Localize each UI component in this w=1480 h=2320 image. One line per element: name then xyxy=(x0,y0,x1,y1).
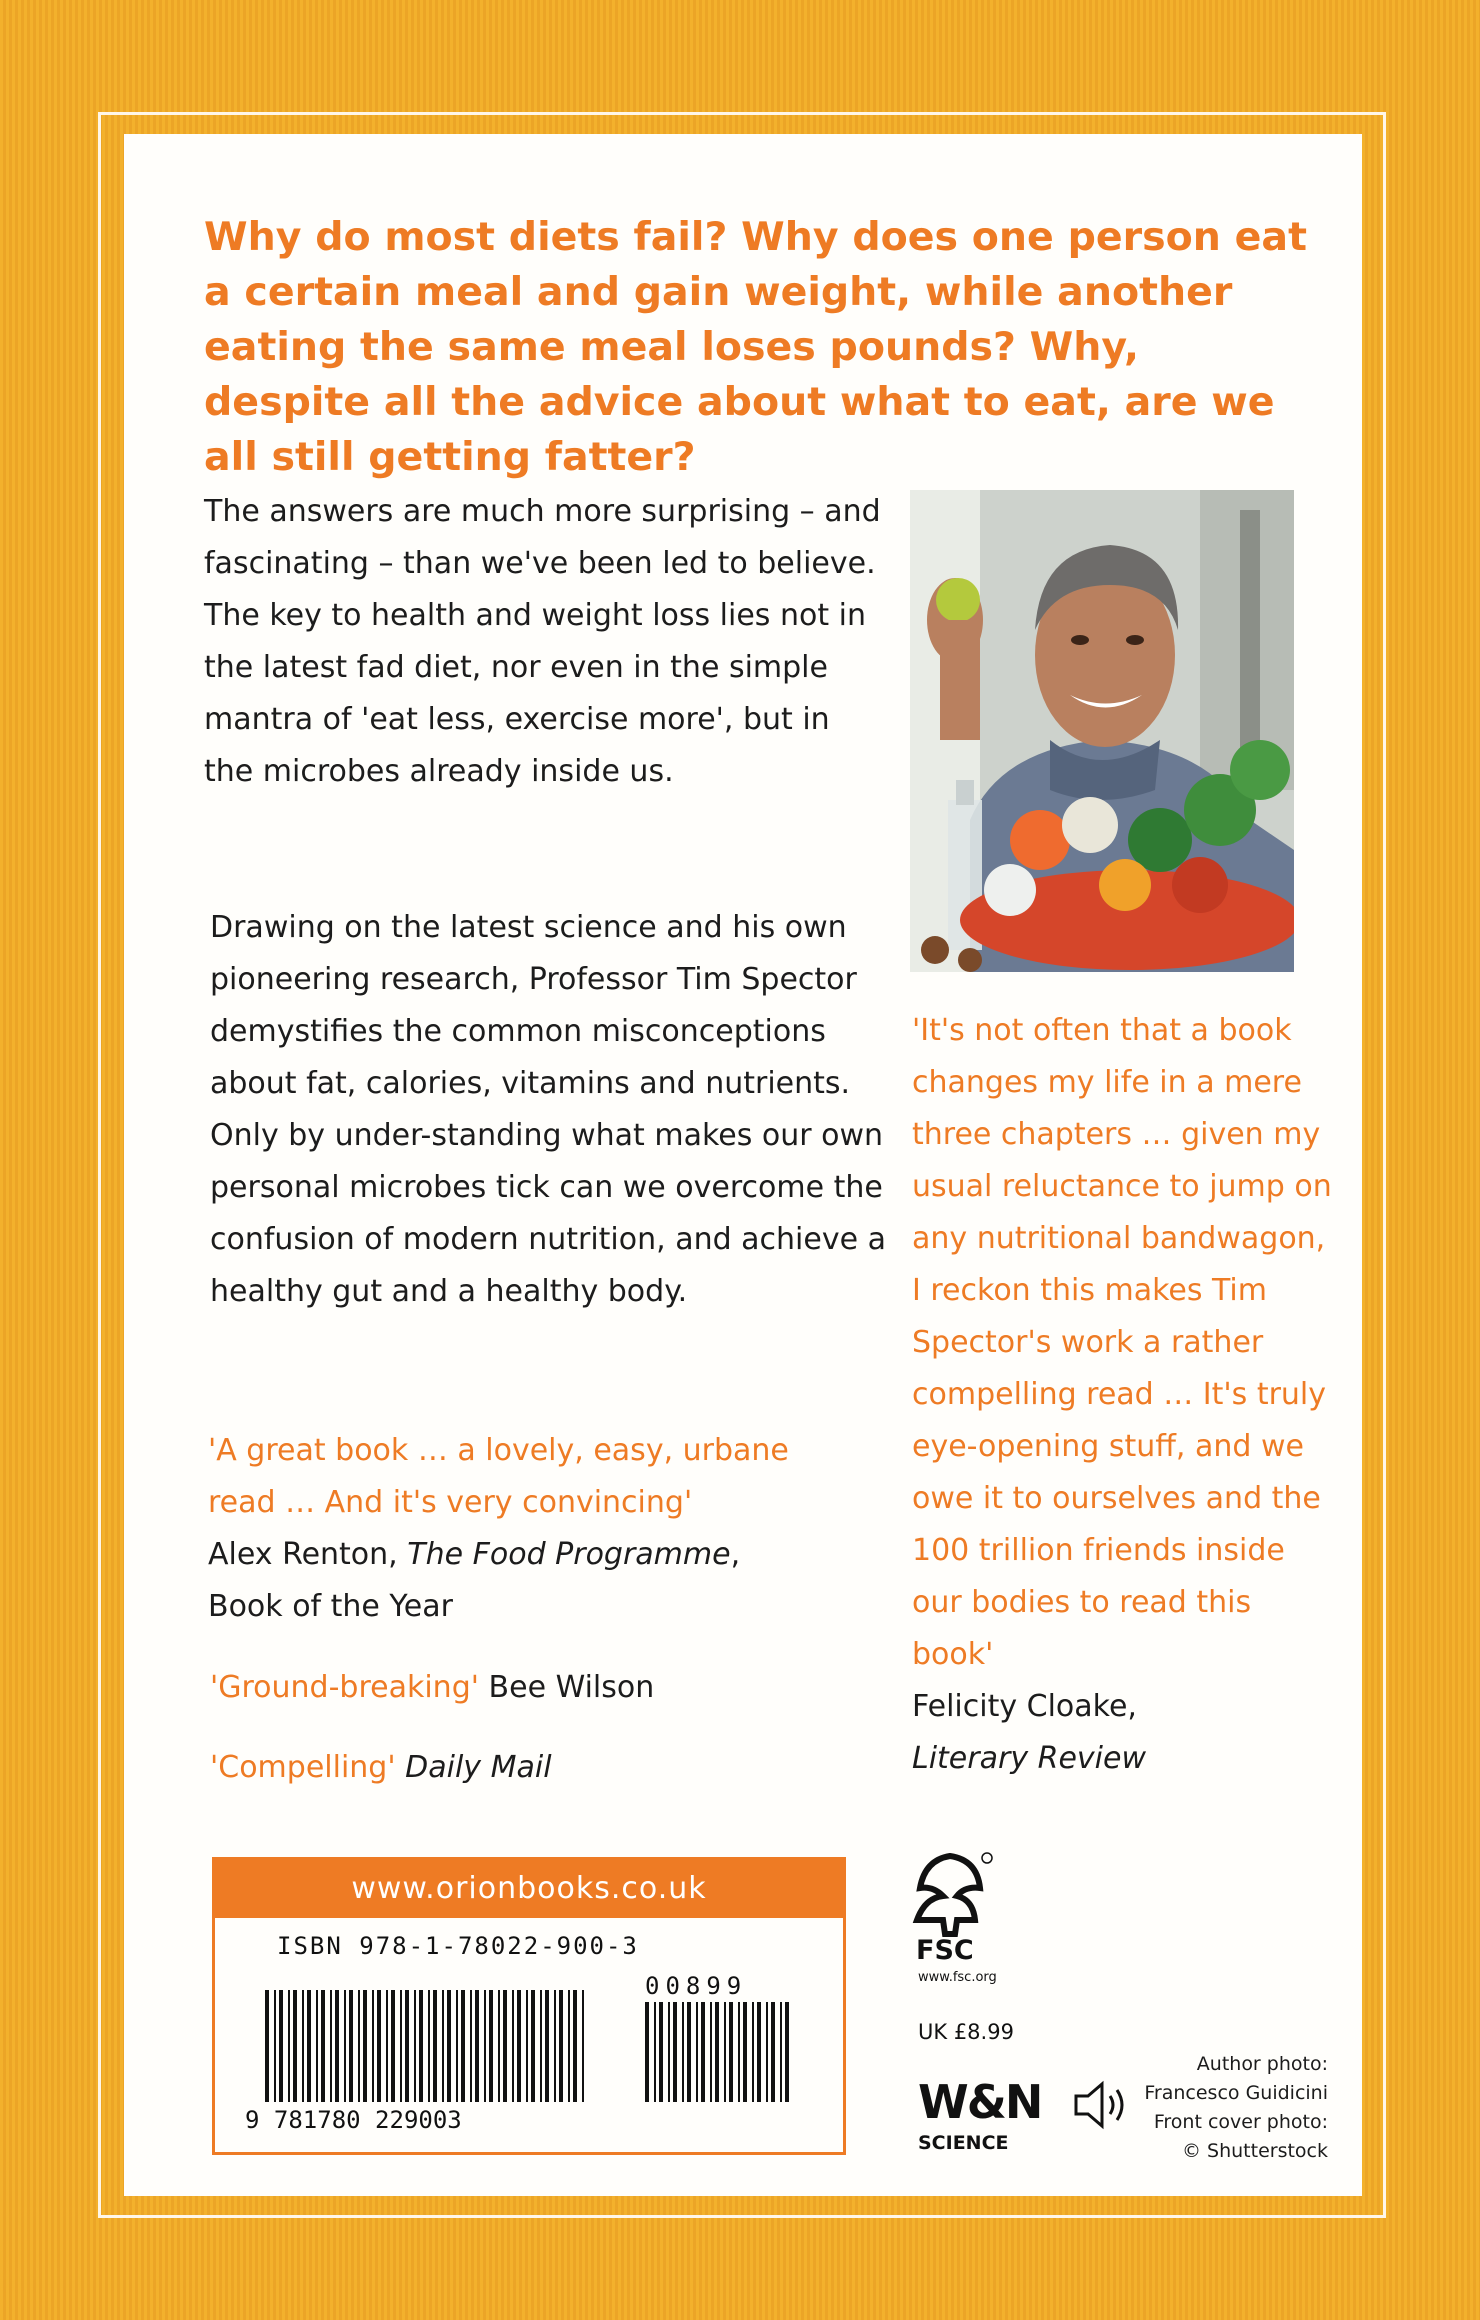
barcode-bar xyxy=(414,1990,416,2102)
author-photo xyxy=(910,490,1294,972)
barcode-bar xyxy=(780,2002,782,2102)
barcode-bar xyxy=(316,1990,318,2102)
barcode-box xyxy=(212,1857,846,2155)
barcode-bar xyxy=(738,2002,740,2102)
barcode-bar xyxy=(279,1990,283,2102)
barcode-bar xyxy=(701,2002,705,2102)
barcode-bar xyxy=(531,1990,535,2102)
barcode-bar xyxy=(330,1990,332,2102)
author-photo-label: Author photo: xyxy=(1196,2053,1328,2075)
barcode-bar xyxy=(274,1990,276,2102)
barcode-bar xyxy=(475,1990,479,2102)
barcode-bar xyxy=(400,1990,402,2102)
cover-photo-by: © Shutterstock xyxy=(1181,2140,1328,2162)
barcode xyxy=(245,1970,825,2130)
barcode-bar xyxy=(386,1990,388,2102)
barcode-bar xyxy=(498,1990,500,2102)
quote-text: 'Ground-breaking' xyxy=(210,1670,479,1705)
quote-source-suffix: , xyxy=(730,1537,741,1572)
barcode-bar xyxy=(582,1990,584,2102)
barcode-bar xyxy=(363,1990,367,2102)
barcode-bar xyxy=(757,2002,761,2102)
fsc-tree-icon xyxy=(895,1848,1005,1938)
barcode-bar xyxy=(715,2002,719,2102)
quote-text: 'Compelling' xyxy=(210,1750,396,1785)
barcode-bar xyxy=(545,1990,549,2102)
quote-author: Alex Renton, xyxy=(208,1537,398,1572)
barcode-bar xyxy=(668,2002,670,2102)
barcode-bar xyxy=(752,2002,754,2102)
barcode-bar xyxy=(461,1990,465,2102)
barcode-bar xyxy=(573,1990,577,2102)
barcode-bar xyxy=(307,1990,311,2102)
barcode-bar xyxy=(682,2002,684,2102)
quote-source: The Food Programme xyxy=(407,1537,731,1572)
barcode-bar xyxy=(517,1990,521,2102)
barcode-bar xyxy=(433,1990,437,2102)
barcode-bar xyxy=(377,1990,381,2102)
quote-author: Felicity Cloake, xyxy=(912,1689,1137,1724)
quote-alex-renton xyxy=(208,1425,848,1633)
barcode-bar xyxy=(372,1990,374,2102)
publisher-imprint: SCIENCE xyxy=(918,2132,1009,2154)
quote-author: Bee Wilson xyxy=(488,1670,655,1705)
barcode-bar xyxy=(442,1990,444,2102)
barcode-bar xyxy=(484,1990,486,2102)
barcode-bar xyxy=(265,1990,269,2102)
barcode-bar xyxy=(654,2002,656,2102)
quote-extra: Book of the Year xyxy=(208,1589,453,1624)
publisher-url: www.orionbooks.co.uk xyxy=(215,1860,843,1918)
headline: Why do most diets fail? Why does one person eat a certain meal and gain weight, while another eating the same meal loses pounds? Why, despite all the advice about what to eat, are we all still getting fatter? xyxy=(204,214,1307,480)
fsc-label: FSC xyxy=(916,1935,974,1966)
isbn-text: ISBN 978-1-78022-900-3 xyxy=(277,1932,639,1960)
barcode-bar xyxy=(512,1990,514,2102)
barcode-bar xyxy=(419,1990,423,2102)
barcode-bar xyxy=(405,1990,409,2102)
barcode-bar xyxy=(540,1990,542,2102)
barcode-bar xyxy=(559,1990,563,2102)
barcode-bar xyxy=(645,2002,649,2102)
quote-source: Daily Mail xyxy=(405,1750,552,1785)
publisher-logo: W&N xyxy=(918,2075,1042,2129)
barcode-bar xyxy=(288,1990,290,2102)
quote-bee-wilson xyxy=(210,1662,654,1714)
barcode-bar xyxy=(302,1990,304,2102)
barcode-bar xyxy=(349,1990,353,2102)
barcode-bar xyxy=(358,1990,360,2102)
blurb-paragraph-1: The answers are much more surprising – and fascinating – than we've been led to believe. The key to health and weight loss lies not in the latest fad diet, nor even in the simple mantra of 'eat less, exercise more', but in the microbes already inside us. xyxy=(204,494,881,789)
barcode-bar xyxy=(391,1990,395,2102)
quote-text: 'A great book … a lovely, easy, urbane read … And it's very convincing' xyxy=(208,1433,789,1520)
barcode-bar xyxy=(785,2002,789,2102)
barcode-bar xyxy=(428,1990,430,2102)
barcode-bar xyxy=(335,1990,339,2102)
barcode-bar xyxy=(724,2002,726,2102)
author-photo-by: Francesco Guidicini xyxy=(1144,2082,1328,2104)
barcode-bar xyxy=(743,2002,747,2102)
barcode-bar xyxy=(673,2002,677,2102)
barcode-bar xyxy=(659,2002,663,2102)
barcode-bar xyxy=(470,1990,472,2102)
barcode-bar xyxy=(771,2002,775,2102)
barcode-addon-digits: 00899 xyxy=(645,1972,748,2000)
barcode-bar xyxy=(696,2002,698,2102)
photo-credits xyxy=(1110,2050,1328,2166)
blurb-paragraph-2: Drawing on the latest science and his own pioneering research, Professor Tim Spector demystifies the common misconceptions about fat, calories, vitamins and nutrients. Only by under-standing what makes our own personal microbes tick can we overcome the confusion of modern nutrition, and achieve a healthy gut and a healthy body. xyxy=(210,910,886,1309)
quote-text: 'It's not often that a book changes my life in a mere three chapters … given my usual reluctance to jump on any nutritional bandwagon, I reckon this makes Tim Spector's work a rather compelling read … It's truly eye-opening stuff, and we owe it to ourselves and the 100 trillion friends inside our bodies to read this book' xyxy=(912,1013,1332,1672)
barcode-digits: 9 781780 229003 xyxy=(245,2106,462,2130)
barcode-bar xyxy=(344,1990,346,2102)
barcode-bar xyxy=(489,1990,493,2102)
barcode-bar xyxy=(766,2002,768,2102)
barcode-bar xyxy=(729,2002,733,2102)
barcode-bar xyxy=(456,1990,458,2102)
barcode-bar xyxy=(526,1990,528,2102)
barcode-bar xyxy=(568,1990,570,2102)
fsc-url: www.fsc.org xyxy=(918,1970,997,1985)
barcode-bar xyxy=(447,1990,451,2102)
price: UK £8.99 xyxy=(918,2020,1014,2044)
cover-photo-label: Front cover photo: xyxy=(1153,2111,1328,2133)
barcode-bar xyxy=(321,1990,325,2102)
quote-daily-mail xyxy=(210,1742,552,1794)
barcode-bar xyxy=(293,1990,297,2102)
barcode-bar xyxy=(503,1990,507,2102)
quote-source: Literary Review xyxy=(912,1741,1146,1776)
barcode-bar xyxy=(554,1990,556,2102)
quote-felicity-cloake xyxy=(912,1005,1332,1785)
barcode-bar xyxy=(710,2002,712,2102)
barcode-bar xyxy=(687,2002,691,2102)
